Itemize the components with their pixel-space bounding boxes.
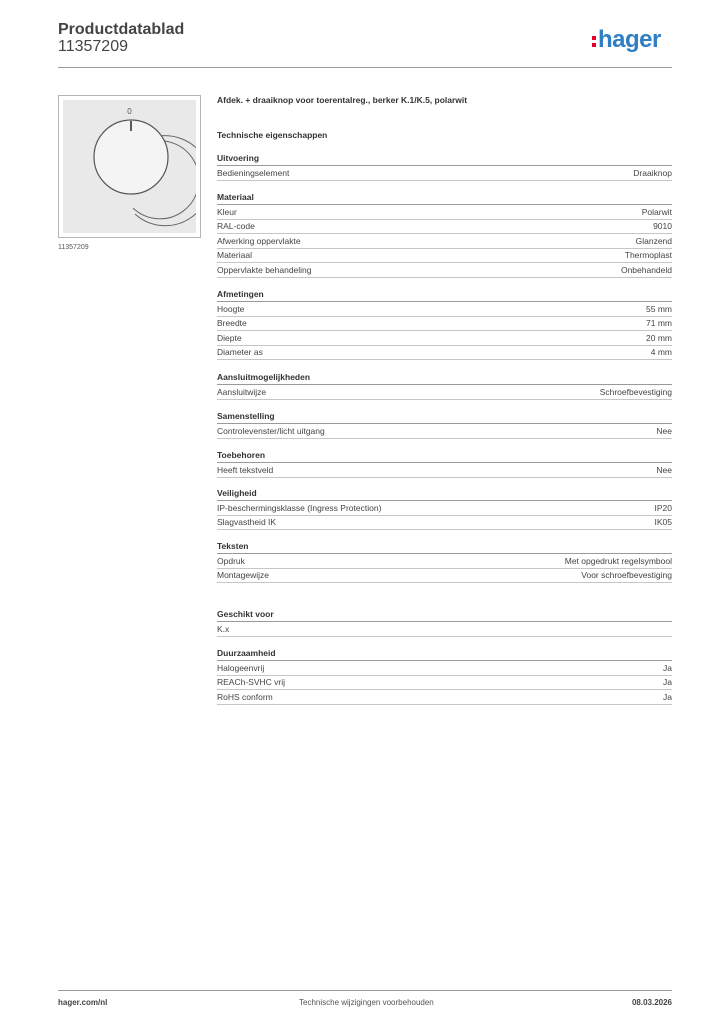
spec-key: Afwerking oppervlakte [217, 235, 301, 246]
spec-value: Polarwit [641, 207, 672, 217]
footer-date: 08.03.2026 [631, 998, 672, 1007]
product-image-background [63, 100, 196, 233]
spec-row [217, 263, 672, 278]
spec-value: Thermoplast [624, 250, 672, 261]
spec-row [217, 302, 672, 317]
spec-value: 9010 [653, 221, 672, 232]
footer-divider [58, 990, 672, 991]
spec-row [217, 166, 672, 181]
spec-key: Materiaal [217, 250, 252, 261]
spec-row [217, 316, 672, 331]
spec-value: 71 mm [646, 318, 672, 329]
spec-value: Schroefbevestiging [599, 387, 672, 397]
spec-value: IK05 [654, 517, 672, 528]
spec-row [217, 568, 672, 583]
spec-value: Met opgedrukt regelsymbool [564, 556, 672, 566]
spec-row [217, 219, 672, 234]
spec-key: REACh-SVHC vrij [217, 677, 286, 688]
section-heading: Toebehoren [217, 448, 672, 463]
footer-disclaimer: Technische wijzigingen voorbehouden [299, 998, 434, 1007]
product-image [58, 95, 201, 238]
rotary-knob-icon [63, 100, 196, 233]
spec-value: Draaiknop [633, 168, 672, 178]
spec-row [217, 501, 672, 516]
spec-row [217, 234, 672, 249]
product-title: Afdek. + draaiknop voor toerentalreg., berker K.1/K.5, polarwit [217, 95, 468, 105]
spec-value: Ja [663, 691, 672, 702]
section-heading: Geschikt voor [217, 607, 672, 622]
footer-website: hager.com/nl [58, 998, 108, 1007]
section-heading: Duurzaamheid [217, 646, 672, 661]
spec-row [217, 385, 672, 400]
section-heading: Veiligheid [217, 486, 672, 501]
header-divider [58, 67, 672, 68]
section-heading: Aansluitmogelijkheden [217, 370, 672, 385]
spec-value: 4 mm [650, 347, 672, 358]
spec-row [217, 622, 672, 637]
spec-key: Halogeenvrij [217, 663, 265, 673]
knob-circle [94, 120, 168, 194]
spec-value: Voor schroefbevestiging [581, 570, 672, 581]
section-heading: Samenstelling [217, 409, 672, 424]
spec-value: Ja [663, 663, 672, 673]
section-heading: Afmetingen [217, 287, 672, 302]
spec-value: Ja [663, 677, 672, 688]
spec-key: Montagewijze [217, 570, 269, 581]
dial-zero-label: 0 [127, 107, 132, 116]
spec-key: Diameter as [217, 347, 263, 358]
spec-row [217, 331, 672, 346]
spec-value: Nee [656, 465, 672, 475]
spec-key: Kleur [217, 207, 237, 217]
spec-row [217, 515, 672, 530]
spec-value: Nee [656, 426, 672, 436]
section-heading: Teksten [217, 539, 672, 554]
section-heading: Uitvoering [217, 151, 672, 166]
spec-key: Heeft tekstveld [217, 465, 274, 475]
spec-row [217, 424, 672, 439]
spec-value: Glanzend [635, 235, 672, 246]
spec-row [217, 345, 672, 360]
document-title: Productdatablad [58, 21, 185, 38]
hager-logo [592, 28, 661, 52]
spec-row [217, 675, 672, 690]
image-caption: 11357209 [58, 244, 89, 251]
spec-key: Oppervlakte behandeling [217, 264, 312, 275]
spec-key: Breedte [217, 318, 247, 329]
spec-key: K.x [217, 624, 230, 634]
spec-row [217, 248, 672, 263]
article-number: 11357209 [58, 38, 128, 55]
spec-key: Bedieningselement [217, 168, 290, 178]
spec-key: IP-beschermingsklasse (Ingress Protection) [217, 503, 382, 513]
spec-key: Controlevenster/licht uitgang [217, 426, 325, 436]
spec-row [217, 463, 672, 478]
spec-value: Onbehandeld [620, 264, 672, 275]
spec-row [217, 690, 672, 705]
spec-key: Aansluitwijze [217, 387, 267, 397]
spec-value: 20 mm [646, 332, 672, 343]
spec-row [217, 554, 672, 569]
section-heading: Materiaal [217, 190, 672, 205]
spec-key: Slagvastheid IK [217, 517, 277, 528]
spec-key: Hoogte [217, 304, 245, 314]
spec-key: RoHS conform [217, 691, 273, 702]
spec-key: RAL-code [217, 221, 255, 232]
spec-row [217, 661, 672, 676]
spec-row [217, 205, 672, 220]
spec-value: 55 mm [646, 304, 672, 314]
spec-key: Diepte [217, 332, 242, 343]
spec-key: Opdruk [217, 556, 245, 566]
technical-heading: Technische eigenschappen [217, 130, 328, 140]
spec-value: IP20 [654, 503, 672, 513]
logo-text: hager [598, 26, 661, 53]
